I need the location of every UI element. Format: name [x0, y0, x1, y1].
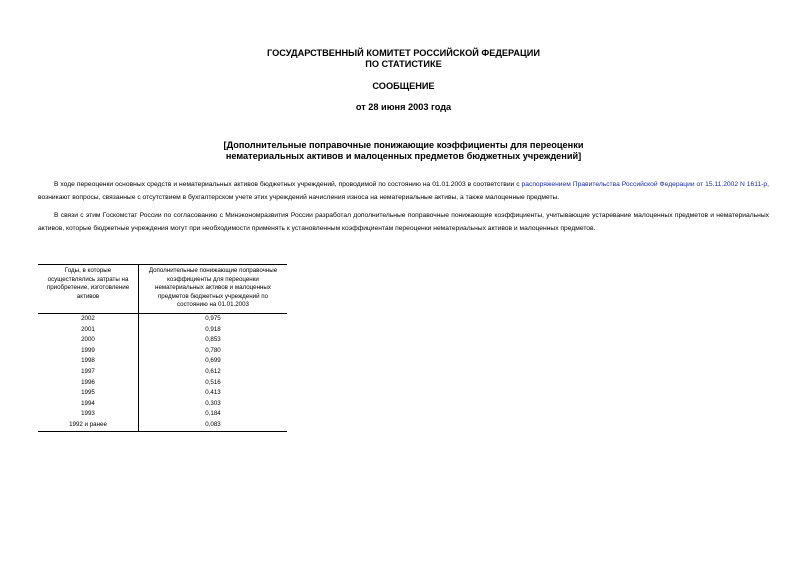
table-row [38, 378, 287, 389]
table-row [38, 388, 287, 399]
paragraph-1-text-start: В ходе переоценки основных средств и нематериальных активов бюджетных учреждений, проводимой по состоянию на 01.01.2003 в соответствии с [54, 181, 522, 188]
document-title [0, 140, 807, 162]
year-cell: 1995 [38, 388, 139, 399]
organization-line-2: ПО СТАТИСТИКЕ [365, 59, 442, 69]
coefficients-table [38, 264, 287, 432]
year-cell: 1997 [38, 367, 139, 378]
coefficient-cell: 0,184 [205, 410, 221, 418]
coefficient-cell: 0,083 [139, 420, 288, 431]
paragraph-2: В связи с этим Госкомстат России по согласованию с Минэкономразвития России разработал дополнительные поправочные понижающие коэффициенты, учитывающие устаревание малоценных предметов и нематериальных активов, которые бюджетные учреждения могут при необходимости применять к установленным коэффициентам переоценки нематериальных активов и малоценных предметов. [38, 212, 769, 232]
year-cell: 1999 [38, 346, 139, 357]
table-row [38, 346, 287, 357]
header-coefficients: Дополнительные понижающие поправочные коэффициенты для переоценки нематериальных активов и малоценных предметов бюджетных учреждений по состоянию на 01.01.2003 [139, 265, 288, 314]
coefficient-cell: 0,612 [205, 367, 221, 375]
year-cell: 1992 и ранее [38, 420, 139, 431]
document-date: от 28 июня 2003 года [355, 102, 452, 112]
table-row [38, 356, 287, 367]
year-cell: 2000 [38, 335, 139, 346]
organization-heading [0, 48, 807, 70]
paragraph-1 [38, 179, 769, 204]
table-row [38, 325, 287, 336]
year-cell: 1998 [38, 356, 139, 367]
coefficient-cell: 0,699 [205, 357, 221, 365]
table-row [38, 420, 287, 431]
table-row [38, 313, 287, 324]
paragraph-1-text-end: , возникают вопросы, связанные с отсутствием в бухгалтерском учете этих учреждений начисления износа на нематериальные активы, а также малоценные предметы. [38, 181, 769, 201]
coefficient-cell: 0,413 [205, 389, 221, 397]
coefficient-cell: 0,918 [205, 325, 221, 333]
header-years: Годы, в которые осуществлялись затраты на приобретение, изготовление активов [38, 265, 139, 314]
coefficient-cell: 0,516 [205, 378, 221, 386]
coefficient-cell: 0,853 [205, 336, 221, 344]
table-row [38, 409, 287, 420]
year-cell: 1996 [38, 378, 139, 389]
document-title-line-1: [Дополнительные поправочные понижающие коэффициенты для переоценки [223, 140, 584, 150]
table-row [38, 399, 287, 410]
table-row [38, 367, 287, 378]
coefficient-cell: 0,780 [205, 346, 221, 354]
year-cell: 2002 [38, 313, 139, 324]
year-cell: 1994 [38, 399, 139, 410]
coefficient-cell: 0,303 [205, 399, 221, 407]
table-body [38, 313, 287, 431]
table-row [38, 335, 287, 346]
coefficient-cell: 0,975 [205, 314, 221, 322]
document-title-line-2: нематериальных активов и малоценных предметов бюджетных учреждений] [225, 151, 582, 161]
year-cell: 1993 [38, 409, 139, 420]
document-type: СООБЩЕНИЕ [372, 81, 435, 91]
table-header-row [38, 265, 287, 314]
government-order-link[interactable]: распоряжением Правительства Российской Федерации от 15.11.2002 N 1611-р [521, 181, 768, 188]
organization-line-1: ГОСУДАРСТВЕННЫЙ КОМИТЕТ РОССИЙСКОЙ ФЕДЕРАЦИИ [267, 48, 540, 58]
year-cell: 2001 [38, 325, 139, 336]
